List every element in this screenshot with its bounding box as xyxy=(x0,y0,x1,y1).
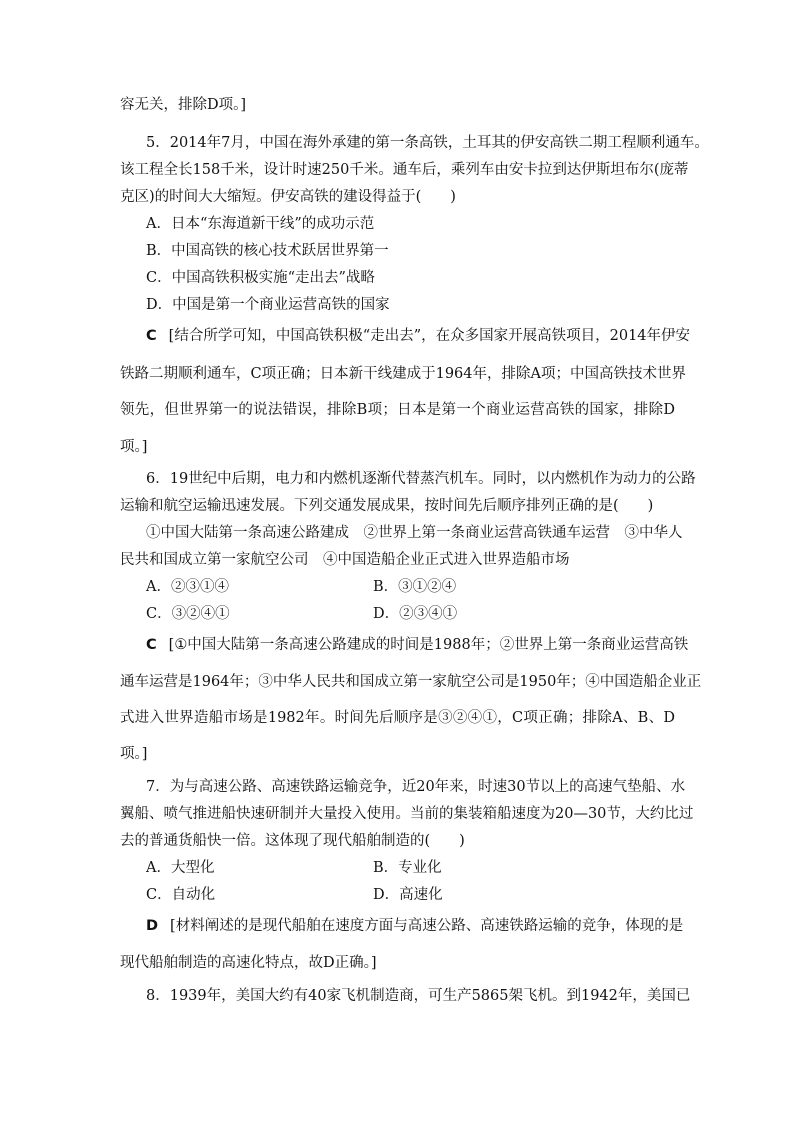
q7-answer-letter: D xyxy=(146,918,159,934)
q7-option-a: A．大型化 xyxy=(146,860,215,876)
q5-answer-letter: C xyxy=(146,328,157,344)
q7-option-d: D．高速化 xyxy=(373,887,443,903)
q5-explanation-line1 xyxy=(146,326,690,346)
q7-explanation-text1: [材料阐述的是现代船舶在速度方面与高速公路、高速铁路运输的竞争，体现的是 xyxy=(170,918,684,934)
q6-option-b: B．③①②④ xyxy=(373,579,457,595)
q5-explanation-line4: 项。] xyxy=(120,439,148,455)
q6-explanation-line3: 式进入世界造船市场是1982年。时间先后顺序是③②④①，C项正确；排除A、B、D xyxy=(120,710,675,726)
q6-answer-letter: C xyxy=(146,637,157,653)
q6-option-d: D．②③④① xyxy=(373,606,458,622)
q5-stem-line1: 5．2014年7月，中国在海外承建的第一条高铁，土耳其的伊安高铁二期工程顺利通车。 xyxy=(146,135,709,151)
q7-stem-line2: 翼船、喷气推进船快速研制并大量投入使用。当前的集装箱船速度为20—30节，大约比过 xyxy=(120,806,694,822)
q6-stem-line1: 6．19世纪中后期，电力和内燃机逐渐代替蒸汽机车。同时，以内燃机作为动力的公路 xyxy=(146,471,696,487)
q6-explanation-text1: [①中国大陆第一条高速公路建成的时间是1988年；②世界上第一条商业运营高铁 xyxy=(168,637,689,653)
q5-option-b: B．中国高铁的核心技术跃居世界第一 xyxy=(146,243,389,259)
q6-option-a: A．②③①④ xyxy=(146,579,229,595)
q6-option-c: C．③②④① xyxy=(146,606,230,622)
q5-option-d: D．中国是第一个商业运营高铁的国家 xyxy=(146,297,390,313)
q5-option-a: A．日本“东海道新干线”的成功示范 xyxy=(146,216,375,232)
q6-stem-line2: 运输和航空运输迅速发展。下列交通发展成果，按时间先后顺序排列正确的是( ) xyxy=(120,498,654,514)
q6-items-line1: ①中国大陆第一条高速公路建成 ②世界上第一条商业运营高铁通车运营 ③中华人 xyxy=(146,525,683,541)
q8-stem-line1: 8．1939年，美国大约有40家飞机制造商，可生产5865架飞机。到1942年，美国已 xyxy=(146,988,691,1004)
q5-explanation-line2: 铁路二期顺利通车，C项正确；日本新干线建成于1964年，排除A项；中国高铁技术世界 xyxy=(120,366,686,382)
q7-stem-line3: 去的普通货船快一倍。这体现了现代船舶制造的( ) xyxy=(120,833,465,849)
prev-answer-continuation: 容无关，排除D项。] xyxy=(120,97,247,113)
q7-explanation-line2: 现代船舶制造的高速化特点，故D正确。] xyxy=(120,955,377,971)
q7-option-b: B．专业化 xyxy=(373,860,442,876)
q5-stem-line2: 该工程全长158千米，设计时速250千米。通车后，乘列车由安卡拉到达伊斯坦布尔(庞蒂 xyxy=(120,162,689,178)
q7-stem-line1: 7．为与高速公路、高速铁路运输竞争，近20年来，时速30节以上的高速气垫船、水 xyxy=(146,779,686,795)
q5-explanation-line3: 领先，但世界第一的说法错误，排除B项；日本是第一个商业运营高铁的国家，排除D xyxy=(120,402,675,418)
q5-explanation-text1: [结合所学可知，中国高铁积极“走出去”，在众多国家开展高铁项目，2014年伊安 xyxy=(168,328,691,344)
q6-explanation-line2: 通车运营是1964年；③中华人民共和国成立第一家航空公司是1950年；④中国造船企业正 xyxy=(120,674,702,690)
q6-explanation-line1 xyxy=(146,635,688,655)
q7-option-c: C．自动化 xyxy=(146,887,216,903)
q5-option-c: C．中国高铁积极实施“走出去”战略 xyxy=(146,270,375,286)
q5-stem-line3: 克区)的时间大大缩短。伊安高铁的建设得益于( ) xyxy=(120,189,456,205)
q6-explanation-line4: 项。] xyxy=(120,746,148,762)
q7-explanation-line1 xyxy=(146,916,683,936)
q6-items-line2: 民共和国成立第一家航空公司 ④中国造船企业正式进入世界造船市场 xyxy=(120,552,570,568)
